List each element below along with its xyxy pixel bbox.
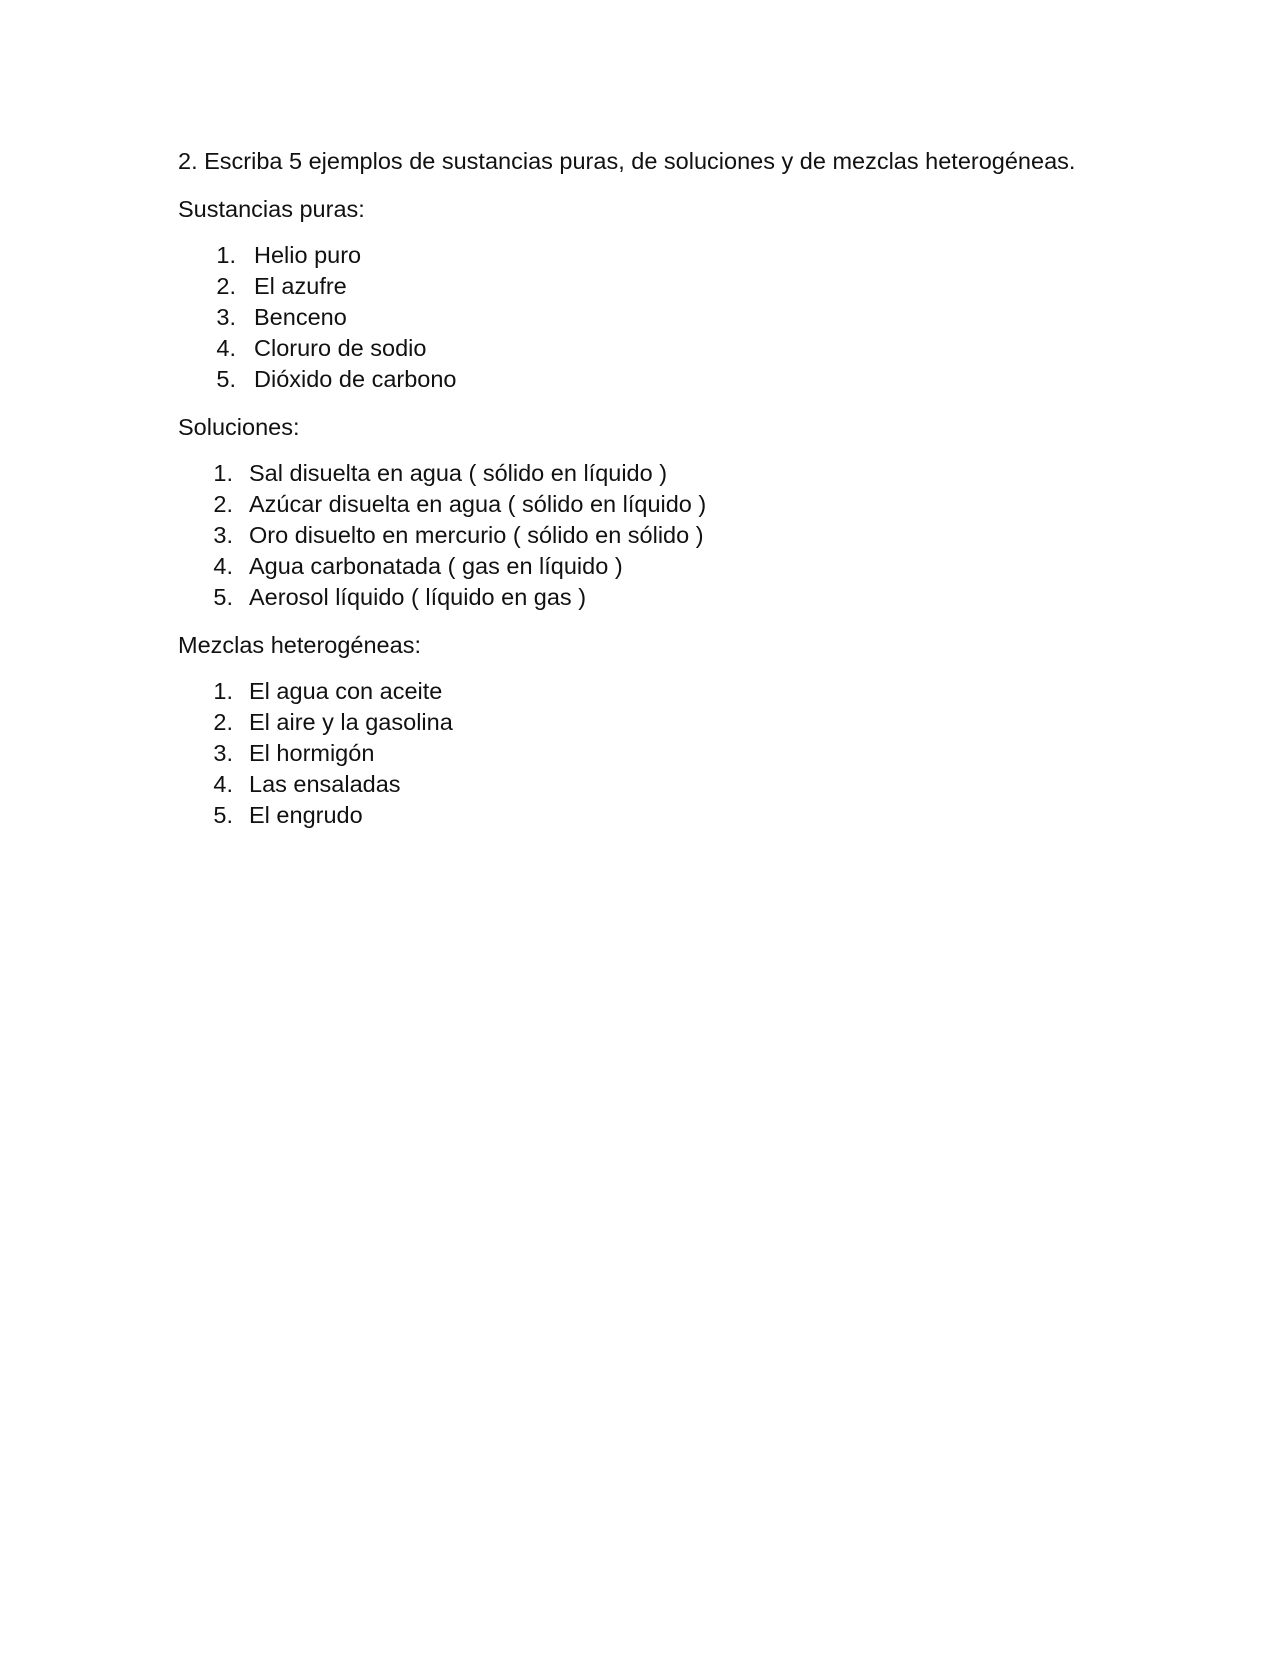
question-text: 2. Escriba 5 ejemplos de sustancias puras, de soluciones y de mezclas heterogéneas.	[178, 148, 1076, 174]
section-heading-heterogeneous-mixtures: Mezclas heterogéneas:	[178, 632, 421, 658]
list-item-text: El azufre	[254, 273, 347, 299]
heterogeneous-mixtures-list	[178, 676, 1078, 831]
list-item	[178, 333, 1078, 364]
list-item-text: Las ensaladas	[249, 771, 401, 797]
list-number: 2.	[213, 491, 233, 517]
list-item-text: Helio puro	[254, 242, 362, 268]
list-number: 4.	[213, 771, 233, 797]
section-heading-pure-substances: Sustancias puras:	[178, 196, 365, 222]
list-item	[178, 489, 1078, 520]
list-item-text: Agua carbonatada ( gas en líquido )	[249, 553, 623, 579]
list-number: 5.	[216, 366, 236, 392]
section-heading-solutions: Soluciones:	[178, 414, 300, 440]
list-item-text: Sal disuelta en agua ( sólido en líquido )	[249, 460, 668, 486]
list-number: 4.	[216, 335, 236, 361]
list-item-text: El hormigón	[249, 740, 375, 766]
list-item	[178, 520, 1078, 551]
list-item	[178, 458, 1078, 489]
list-item	[178, 582, 1078, 613]
list-number: 4.	[213, 553, 233, 579]
list-item-text: Cloruro de sodio	[254, 335, 427, 361]
list-item	[178, 769, 1078, 800]
list-number: 1.	[216, 242, 236, 268]
solutions-list	[178, 458, 1078, 613]
list-item	[178, 800, 1078, 831]
list-item-text: El aire y la gasolina	[249, 709, 453, 735]
list-number: 1.	[213, 678, 233, 704]
list-item-text: Benceno	[254, 304, 347, 330]
list-item	[178, 676, 1078, 707]
list-item-text: Azúcar disuelta en agua ( sólido en líquido )	[249, 491, 707, 517]
list-number: 3.	[216, 304, 236, 330]
list-number: 3.	[213, 522, 233, 548]
list-item	[178, 707, 1078, 738]
list-item-text: El engrudo	[249, 802, 363, 828]
list-number: 1.	[213, 460, 233, 486]
pure-substances-list	[178, 240, 1078, 395]
list-item	[178, 738, 1078, 769]
list-number: 3.	[213, 740, 233, 766]
list-number: 5.	[213, 584, 233, 610]
list-item-text: Aerosol líquido ( líquido en gas )	[249, 584, 587, 610]
list-number: 2.	[213, 709, 233, 735]
list-item	[178, 551, 1078, 582]
list-item-text: Dióxido de carbono	[254, 366, 457, 392]
list-item	[178, 240, 1078, 271]
list-item-text: El agua con aceite	[249, 678, 443, 704]
list-number: 2.	[216, 273, 236, 299]
list-item-text: Oro disuelto en mercurio ( sólido en sólido )	[249, 522, 704, 548]
list-number: 5.	[213, 802, 233, 828]
list-item	[178, 271, 1078, 302]
list-item	[178, 364, 1078, 395]
document-content	[178, 146, 1078, 848]
list-item	[178, 302, 1078, 333]
